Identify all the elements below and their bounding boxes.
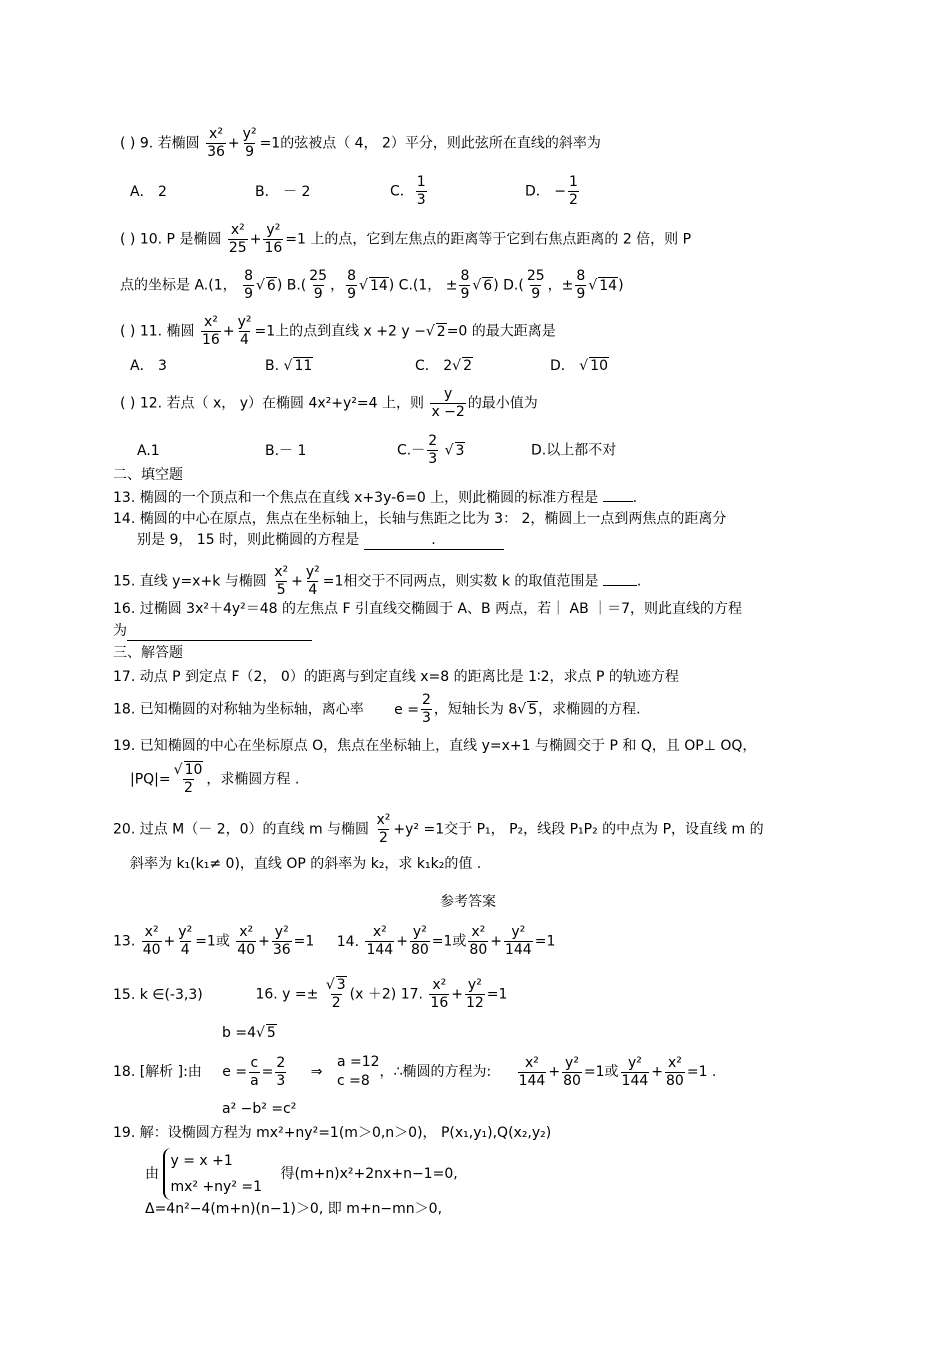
question-9-options: A． 2 B． － 2 C． $\frac{1}{3}$ D． − $\frac{1}{2}$ bbox=[130, 174, 578, 208]
question-11: ( ) 11. 椭圆 $\frac{\text{x²}}{16}$ + $\frac{\text{y²}}{4}$ =1上的点到直线 x +2 y −√ 2=0 的最大距离是 bbox=[120, 314, 556, 348]
question-10-options: 点的坐标是 A.(1， $\frac{8}{9}$ √ 6) B.( $\frac{25}{9}$ ， $\frac{8}{9}$ √ 14) C.(1， ± $\frac{8}{9}$ √ 6) D.( $\frac{25}{9}$ ，± $\frac{8}{9}$ √ 14) bbox=[120, 268, 624, 302]
question-19: 19. 已知椭圆的中心在坐标原点 O，焦点在坐标轴上，直线 y=x+1 与椭圆交于 P 和 Q，且 OP⊥ OQ， bbox=[113, 738, 757, 754]
question-9: ( ) 9. 若椭圆 $\frac{\text{x²}}{36}$ + $\frac{\text{y²}}{9}$ =1的弦被点（ 4， 2）平分，则此弦所在直线的斜率为 bbox=[120, 126, 601, 160]
answer-13-14: 13. $\frac{\text{x²}}{40}$ + $\frac{\text{y²}}{4}$ =1或 $\frac{\text{x²}}{40}$ + $\frac{\text{y²}}{36}$ =1 14. $\frac{\text{x²}}{144}$ + $\frac{\text{y²}}{80}$ =1或 $\frac{\text{x²}}{80}$ + $\frac{\text{y²}}{144}$ =1 bbox=[113, 924, 556, 958]
question-14-cont: 别是 9， 15 时，则此椭圆的方程是 . bbox=[137, 531, 504, 550]
question-16: 16. 过椭圆 3x²＋4y²＝48 的左焦点 F 引直线交椭圆于 A、B 两点，若｜ AB ｜＝7，则此直线的方程 bbox=[113, 601, 743, 617]
answer-19-system: 由 y = x +1 mx² +ny² =1 得(m+n)x²+2nx+n−1=0, bbox=[145, 1148, 458, 1200]
question-15: 15. 直线 y=x+k 与椭圆 $\frac{\text{x²}}{5}$ + $\frac{\text{y²}}{4}$ =1相交于不同两点，则实数 k 的取值范围是 . bbox=[113, 564, 642, 598]
answer-18: 18. [解析 ]:由 e = $\frac{c}{a}$ = $\frac{2}{3}$ ⇒ a =12 c =8，∴椭圆的方程为: $\frac{\text{x²}}{144}$ + $\frac{\text{y²}}{80}$ =1或 $\frac{\text{y²}}{144}$ + $\frac{\text{x²}}{80}$ =1 . bbox=[113, 1054, 717, 1089]
answer-19-delta: Δ=4n²−4(m+n)(n−1)＞0, 即 m+n−mn＞0, bbox=[145, 1201, 443, 1217]
answer-18-b: b =4√ 5 bbox=[222, 1025, 276, 1041]
question-16-cont: 为 bbox=[113, 622, 312, 641]
question-18: 18. 已知椭圆的对称轴为坐标轴，离心率 e = $\frac{2}{3}$ ，短轴长为 8√ 5，求椭圆的方程. bbox=[113, 692, 641, 726]
question-20-cont: 斜率为 k₁(k₁≠ 0)，直线 OP 的斜率为 k₂，求 k₁k₂的值 . bbox=[130, 856, 482, 872]
section-heading: 二、填空题 bbox=[113, 467, 183, 483]
question-13: 13. 椭圆的一个顶点和一个焦点在直线 x+3y-6=0 上，则此椭圆的标准方程是 . bbox=[113, 490, 638, 506]
question-11-options: A． 3 B. √ 11 C． 2√ 2 D． √ 10 bbox=[130, 358, 608, 374]
answers-title: 参考答案 bbox=[440, 894, 496, 910]
answer-15-17: 15. k ∈(-3,3) 16. y =± $\frac{√ 3}{2}$ (x ＋2) 17. $\frac{\text{x²}}{16}$ + $\frac{\text{y²}}{12}$ =1 bbox=[113, 977, 508, 1011]
question-19-cont: |PQ|= $\frac{√ 10}{2}$ ，求椭圆方程 . bbox=[130, 762, 300, 796]
question-17: 17. 动点 P 到定点 F（2， 0）的距离与到定直线 x=8 的距离比是 1∶2，求点 P 的轨迹方程 bbox=[113, 669, 679, 685]
fraction: $\frac{\text{y²}}{9}$ bbox=[242, 126, 257, 160]
answer-19: 19. 解：设椭圆方程为 mx²+ny²=1(m＞0,n＞0)， P(x₁,y₁),Q(x₂,y₂) bbox=[113, 1125, 552, 1141]
question-14: 14. 椭圆的中心在原点，焦点在坐标轴上，长轴与焦距之比为 3： 2，椭圆上一点到两焦点的距离分 bbox=[113, 511, 727, 527]
answer-18-relation: a² −b² =c² bbox=[222, 1101, 297, 1117]
section-heading: 三、解答题 bbox=[113, 645, 183, 661]
equation-system: y = x +1 mx² +ny² =1 bbox=[163, 1148, 262, 1200]
question-10: ( ) 10. P 是椭圆 $\frac{\text{x²}}{25}$ + $\frac{\text{y²}}{16}$ =1 上的点，它到左焦点的距离等于它到右焦点距离的 2 倍，则 P bbox=[120, 222, 692, 256]
question-12: ( ) 12. 若点（ x， y）在椭圆 4x²+y²=4 上，则 $\frac{y}{x -2}$ 的最小值为 bbox=[120, 386, 538, 420]
fraction: $\frac{\text{x²}}{36}$ bbox=[207, 126, 225, 160]
question-12-options: A.1 B.－ 1 C.－ $\frac{2}{3}$ √ 3 D.以上都不对 bbox=[137, 433, 617, 467]
question-20: 20. 过点 M（－ 2，0）的直线 m 与椭圆 $\frac{\text{x²}}{2}$ +y² =1交于 P₁， P₂，线段 P₁P₂ 的中点为 P，设直线 m 的 bbox=[113, 812, 764, 846]
